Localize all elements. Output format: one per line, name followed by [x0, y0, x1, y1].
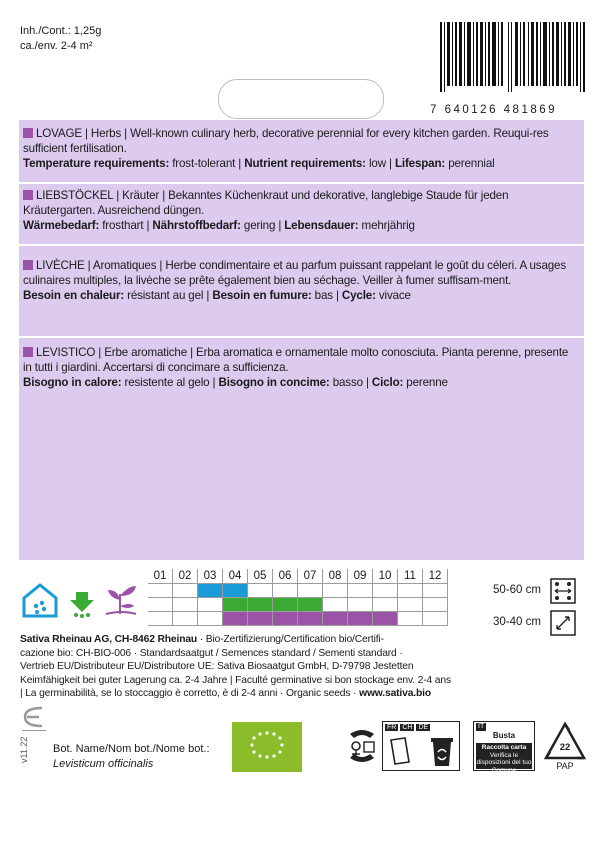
country-tag-it: IT — [478, 723, 485, 730]
month-label: 11 — [398, 569, 423, 583]
calendar-cell — [398, 584, 423, 597]
recycling-bin-icon — [429, 736, 455, 768]
calendar-cell — [148, 612, 173, 625]
req-label: Besoin en chaleur: — [23, 289, 125, 303]
e-mark-icon — [22, 704, 44, 730]
certification-text: · Bio-Zertifizierung/Certification bio/Certifi- — [197, 634, 384, 645]
req-label: Lebensdauer: — [284, 219, 359, 233]
section-divider — [19, 244, 584, 246]
req-value: perennial — [445, 157, 495, 171]
calendar-cell — [248, 598, 273, 611]
month-label: 08 — [323, 569, 348, 583]
section-divider — [19, 182, 584, 184]
divider-line — [22, 730, 46, 731]
area-coverage: ca./env. 2-4 m² — [20, 40, 93, 52]
germination-text: Keimfähigkeit bei guter Lagerung ca. 2-4 Jahre | Faculté germinative si bon stockage env. 2-4 ans — [20, 674, 451, 686]
section-italian — [19, 345, 584, 391]
req-label: Bisogno in calore: — [23, 376, 122, 390]
version-code: v11.22 — [19, 736, 29, 763]
calendar-cell — [298, 598, 323, 611]
req-value: résistant au gel | — [124, 289, 213, 303]
calendar-cell — [273, 612, 298, 625]
calendar-cell — [373, 612, 398, 625]
outdoor-sowing-icon — [68, 590, 96, 618]
calendar-cell — [298, 584, 323, 597]
hang-hole — [218, 79, 384, 119]
raccolta-label: Raccolta carta — [481, 744, 527, 751]
req-value: bas | — [311, 289, 342, 303]
req-label: Bisogno in concime: — [218, 376, 330, 390]
botanical-name: Levisticum officinalis — [53, 758, 154, 770]
company-info — [20, 633, 475, 701]
calendar-cell — [223, 612, 248, 625]
calendar-cell — [173, 612, 198, 625]
botanical-label: Bot. Name/Nom bot./Nome bot.: — [53, 743, 210, 755]
calendar-cell — [423, 598, 448, 611]
section-title: LIVÈCHE | Aromatiques | Herbe condimentaire et au parfum puissant rappelant le goût du céleri. A usages culinaires multiples, la livèche se prête également bien au séchage. Veiller à fumer suffisam-ment. — [23, 259, 566, 288]
month-label: 04 — [223, 569, 248, 583]
req-value: mehrjährig — [358, 219, 415, 233]
req-label: Ciclo: — [371, 376, 404, 390]
calendar-row-line — [148, 625, 448, 626]
calendar-cell — [173, 598, 198, 611]
req-label: Nährstoffbedarf: — [152, 219, 241, 233]
calendar-cell — [323, 584, 348, 597]
paper-sheet-icon — [389, 736, 411, 766]
calendar-cell — [298, 612, 323, 625]
req-value: resistente al gelo | — [121, 376, 219, 390]
sorting-info-box — [382, 721, 460, 771]
calendar-cell — [248, 584, 273, 597]
req-label: Temperature requirements: — [23, 157, 170, 171]
company-name: Sativa Rheinau AG, CH-8462 Rheinau — [20, 634, 198, 645]
country-tags — [385, 724, 430, 731]
month-label: 01 — [148, 569, 173, 583]
plant-spacing-label: 30-40 cm — [493, 616, 541, 628]
req-value: low | — [365, 157, 395, 171]
month-label: 03 — [198, 569, 223, 583]
calendar-cell — [348, 584, 373, 597]
calendar-cell — [398, 612, 423, 625]
country-tag-de: DE — [418, 724, 429, 731]
req-value: frost-tolerant | — [169, 157, 245, 171]
eu-organic-logo — [232, 722, 302, 772]
section-title: LEVISTICO | Erbe aromatiche | Erba aromatica e ornamentale molto conosciuta. Pianta perenne, presente in tutti i giardini. Accertarsi di concimare a sufficienza. — [23, 346, 569, 375]
germination-text: | La germinabilità, se lo stoccaggio è corretto, è di 2-4 anni · Organic seeds · — [20, 688, 360, 700]
calendar-cell — [148, 598, 173, 611]
harvest-plant-icon — [102, 580, 140, 618]
req-value: vivace — [375, 289, 411, 303]
section-english — [19, 126, 584, 172]
botanical-name-block — [53, 742, 210, 772]
description-panel — [19, 120, 584, 560]
website-link[interactable]: www.sativa.bio — [359, 688, 431, 700]
calendar-cell — [223, 584, 248, 597]
calendar-cell — [223, 598, 248, 611]
certification-text: cazione bio: CH-BIO-006 · Standardsaatgut / Semences standard / Sementi standard · — [20, 647, 403, 659]
calendar-cell — [273, 598, 298, 611]
calendar-cell — [198, 598, 223, 611]
calendar-cell — [348, 612, 373, 625]
month-label: 02 — [173, 569, 198, 583]
req-value: perenne — [403, 376, 448, 390]
section-french — [19, 258, 584, 304]
month-label: 09 — [348, 569, 373, 583]
plant-spacing-icon — [550, 610, 576, 636]
req-label: Besoin en fumure: — [212, 289, 312, 303]
section-title: LOVAGE | Herbs | Well-known culinary herb, decorative perennial for every kitchen garden. Reuqui-res sufficient fertilisation. — [23, 127, 549, 156]
section-divider — [19, 336, 584, 338]
greenhouse-sowing-icon — [22, 582, 58, 618]
req-label: Lifespan: — [394, 157, 446, 171]
calendar-cell — [248, 612, 273, 625]
calendar-cell — [348, 598, 373, 611]
calendar-cell — [273, 584, 298, 597]
row-spacing-label: 50-60 cm — [493, 584, 541, 596]
calendar-cell — [423, 584, 448, 597]
triman-recycle-icon — [342, 726, 382, 766]
calendar-cell — [198, 584, 223, 597]
barcode — [440, 22, 585, 92]
req-value: gering | — [240, 219, 285, 233]
content-weight: Inh./Cont.: 1,25g — [20, 25, 102, 37]
content-info — [20, 24, 101, 54]
pap-code: 22 — [559, 742, 571, 753]
req-value: frosthart | — [99, 219, 153, 233]
calendar-cell — [173, 584, 198, 597]
month-label: 05 — [248, 569, 273, 583]
calendar-cell — [423, 612, 448, 625]
busta-label: Busta — [492, 731, 516, 740]
section-title: LIEBSTÖCKEL | Kräuter | Bekanntes Küchenkraut und dekorative, langlebige Staude für jeden Kräutergarten. Ausreichend düngen. — [23, 189, 509, 218]
req-label: Wärmebedarf: — [23, 219, 100, 233]
distributor-text: Vertrieb EU/Distributeur EU/Distributore UE: Sativa Biosaatgut GmbH, D-79798 Jestetten — [20, 661, 414, 673]
month-label: 06 — [273, 569, 298, 583]
req-value: basso | — [329, 376, 372, 390]
barcode-number: 7 640126 481869 — [430, 104, 558, 116]
month-label: 07 — [298, 569, 323, 583]
verifica-label: Verifica le disposizioni del tuo Comune — [476, 751, 532, 774]
calendar-cell — [323, 612, 348, 625]
italy-disposal-box — [473, 721, 535, 774]
req-label: Cycle: — [341, 289, 376, 303]
section-marker — [23, 347, 33, 357]
month-label: 10 — [373, 569, 398, 583]
calendar-cell — [398, 598, 423, 611]
pap-label: PAP — [556, 761, 574, 771]
section-marker — [23, 260, 33, 270]
month-label: 12 — [423, 569, 448, 583]
country-tag-fr: FR — [387, 724, 397, 731]
calendar-cell — [373, 598, 398, 611]
calendar-cell — [373, 584, 398, 597]
section-marker — [23, 190, 33, 200]
row-spacing-icon — [550, 578, 576, 604]
calendar-cell — [198, 612, 223, 625]
calendar-cell — [148, 584, 173, 597]
section-marker — [23, 128, 33, 138]
country-tag-ch: CH — [402, 724, 413, 731]
calendar-cell — [323, 598, 348, 611]
req-label: Nutrient requirements: — [244, 157, 366, 171]
section-german — [19, 188, 584, 234]
busta-instructions — [476, 743, 532, 774]
